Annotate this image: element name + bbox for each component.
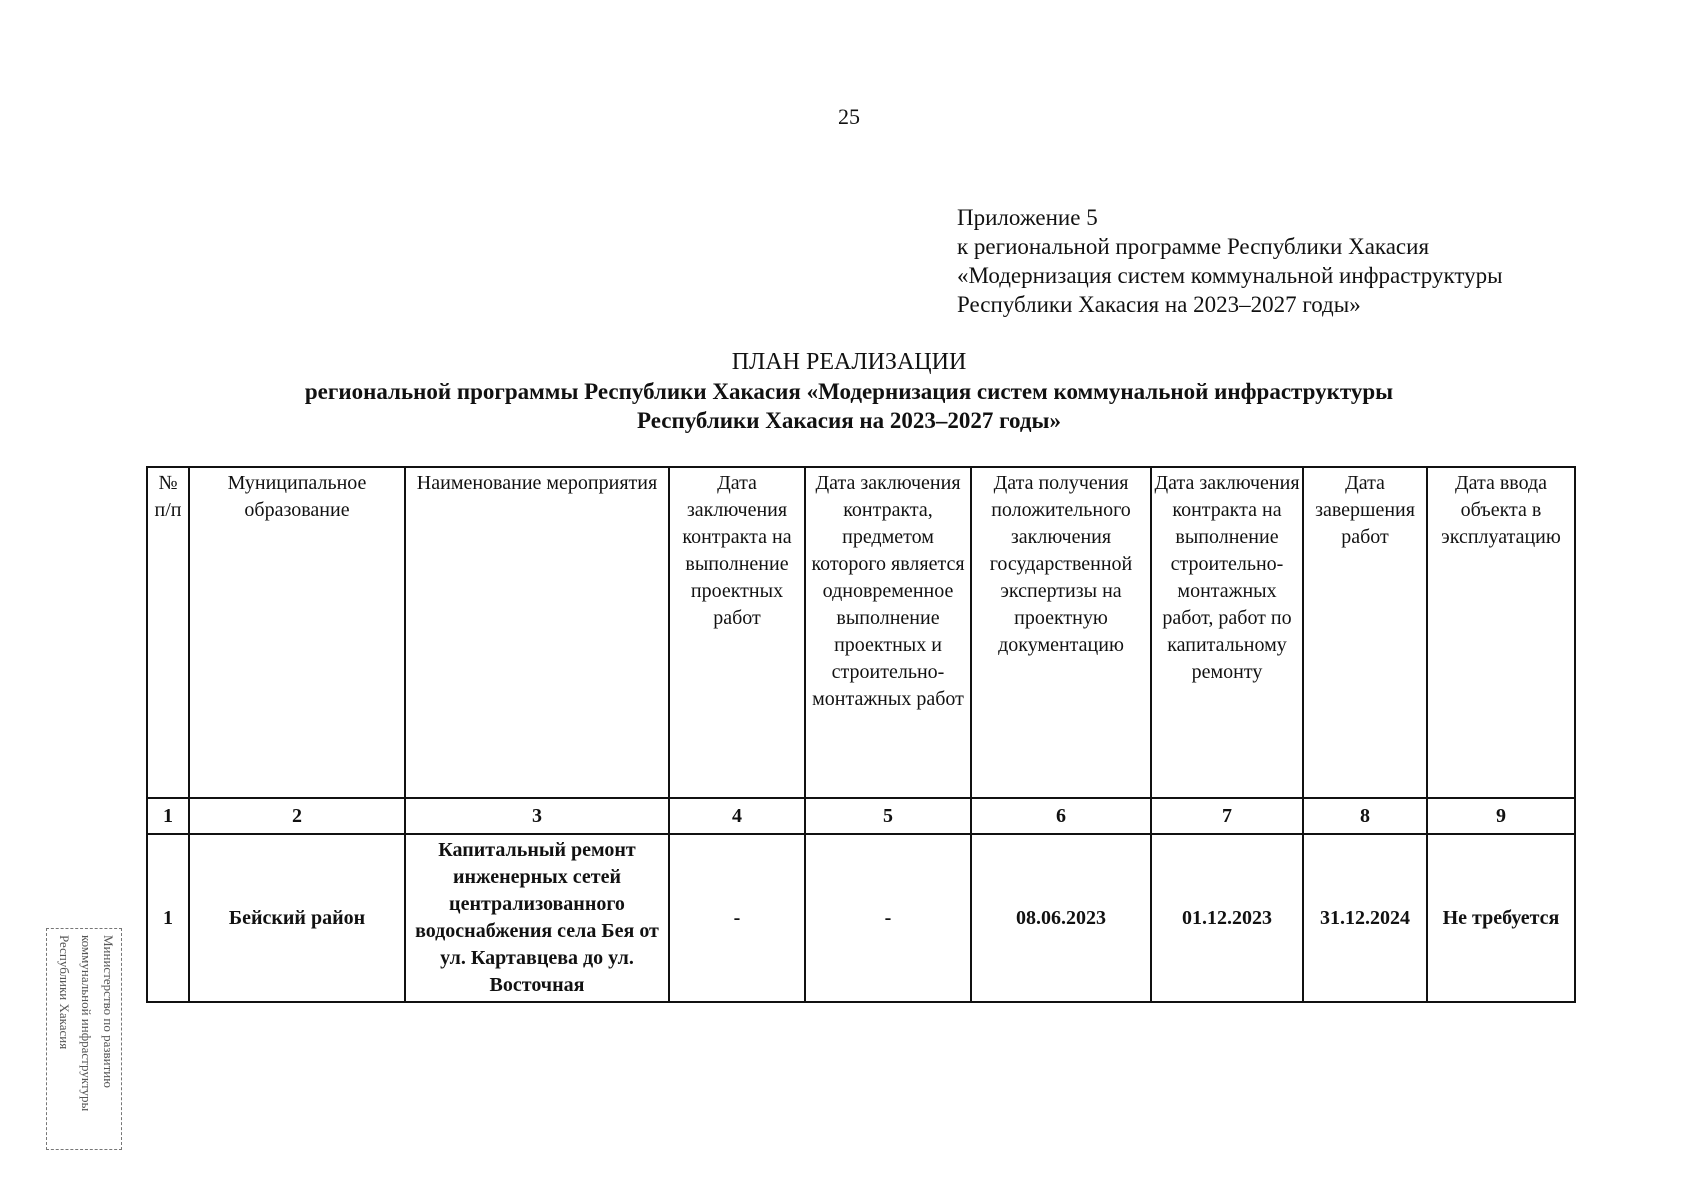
appendix-line: Республики Хакасия на 2023–2027 годы» [957,292,1361,317]
column-number: 7 [1151,798,1303,834]
column-number: 2 [189,798,405,834]
ministry-stamp [46,928,122,1150]
appendix-line: «Модернизация систем коммунальной инфраструктуры [957,263,1503,288]
appendix-line: Приложение 5 [957,205,1098,230]
column-number-row [147,798,1575,834]
stamp-line: коммунальной инфраструктуры [79,935,94,1112]
column-number: 5 [805,798,971,834]
plan-subtitle-line: региональной программы Республики Хакасия «Модернизация систем коммунальной инфраструктуры [304,379,1394,404]
table-header-row [147,467,1575,798]
row-expertise-date: 08.06.2023 [971,834,1151,1002]
header-cell-combined-contract: Дата заключения контракта, предметом которого является одновременное выполнение проектных и строительно-монтажных работ [805,467,971,798]
header-cell-number: № п/п [147,467,189,798]
row-commissioning: Не требуется [1427,834,1575,1002]
column-number: 1 [147,798,189,834]
header-cell-design-contract: Дата заключения контракта на выполнение проектных работ [669,467,805,798]
row-construction-contract: 01.12.2023 [1151,834,1303,1002]
page-number: 25 [838,104,860,129]
plan-title: ПЛАН РЕАЛИЗАЦИИ [731,349,967,375]
header-cell-event: Наименование мероприятия [405,467,669,798]
stamp-line: Министерство по развитию [101,935,116,1088]
header-cell-commissioning: Дата ввода объекта в эксплуатацию [1427,467,1575,798]
header-cell-municipality: Муниципальное образование [189,467,405,798]
row-number: 1 [147,834,189,1002]
row-completion-date: 31.12.2024 [1303,834,1427,1002]
plan-subtitle [0,377,1698,435]
header-cell-completion-date: Дата завершения работ [1303,467,1427,798]
column-number: 8 [1303,798,1427,834]
plan-subtitle-line: Республики Хакасия на 2023–2027 годы» [637,408,1061,433]
column-number: 6 [971,798,1151,834]
header-cell-expertise-date: Дата получения положительного заключения государственной экспертизы на проектную документацию [971,467,1151,798]
row-combined-contract: - [805,834,971,1002]
appendix-line: к региональной программе Республики Хакасия [957,234,1430,259]
row-design-contract: - [669,834,805,1002]
row-event: Капитальный ремонт инженерных сетей централизованного водоснабжения села Бея от ул. Картавцева до ул. Восточная [405,834,669,1002]
stamp-text [49,929,123,1149]
column-number: 9 [1427,798,1575,834]
implementation-plan-table [146,466,1576,1003]
column-number: 4 [669,798,805,834]
column-number: 3 [405,798,669,834]
row-municipality: Бейский район [189,834,405,1002]
table-row [147,834,1575,1002]
header-cell-construction-contract: Дата заключения контракта на выполнение строительно-монтажных работ, работ по капитальному ремонту [1151,467,1303,798]
stamp-line: Республики Хакасия [57,935,72,1050]
appendix-note [957,203,1503,319]
